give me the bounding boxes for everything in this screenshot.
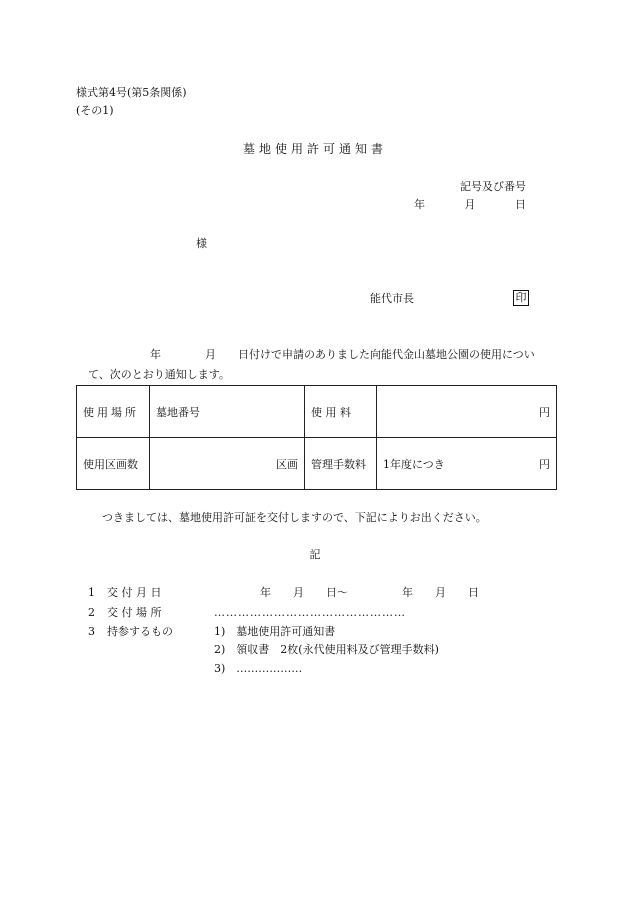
seal-mark: 印 [513,290,529,306]
issue-date-year: 年 [414,198,425,211]
item-delivery-date-from: 年 月 日～ [260,586,348,599]
item-bring-1: 1) 墓地使用許可通知書 [214,625,336,638]
intro-year: 年 [150,348,161,361]
management-fee-label: 管理手数料 [305,438,377,490]
form-sub: (その1) [76,104,114,117]
management-fee-unit: 円 [539,457,550,471]
item-delivery-date-to: 年 月 日 [402,586,479,599]
item-label: 持参するもの [107,625,173,638]
ki-heading: 記 [309,548,321,561]
issue-date [414,198,526,212]
intro-line-2: て、次のとおり通知します。 [88,368,230,381]
item-label: 交 付 月 日 [107,586,162,599]
issuer-name: 能代市長 [370,292,414,305]
item-bring-3: 3) ……………… [214,662,303,675]
intro-rest: 日付けで申請のありました向能代金山墓地公園の使用につい [238,348,535,361]
record-label: 記号及び番号 [460,180,526,193]
item-number: 1 [88,586,95,599]
item-number: 2 [88,606,95,619]
intro-line-1 [150,348,535,362]
plot-number-label: 墓地番号 [150,386,305,438]
usage-table [76,385,557,490]
item-delivery-place: ………………………………………… [214,606,406,619]
form-number: 様式第4号(第5条関係) [76,86,187,99]
issue-date-day: 日 [515,198,526,211]
page-title: 墓地使用許可通知書 [242,142,387,156]
usage-location-label: 使用場所 [77,386,150,438]
table-row [77,386,557,438]
item-bring-2: 2) 領収書 2枚(永代使用料及び管理手数料) [214,643,439,656]
item-number: 3 [88,625,95,638]
usage-fee-label: 使 用 料 [305,386,377,438]
closing-text: つきましては、墓地使用許可証を交付しますので、下記によりお出ください。 [102,511,487,524]
management-fee-prefix: 1年度につき [383,457,445,471]
intro-month: 月 [205,348,216,361]
addressee-suffix: 様 [196,237,207,250]
issue-date-month: 月 [464,198,476,211]
usage-fee-unit: 円 [377,386,557,438]
plot-count-label: 使用区画数 [77,438,150,490]
management-fee-cell [377,438,557,490]
item-label: 交 付 場 所 [107,606,162,619]
plot-count-unit: 区画 [150,438,305,490]
table-row [77,438,557,490]
